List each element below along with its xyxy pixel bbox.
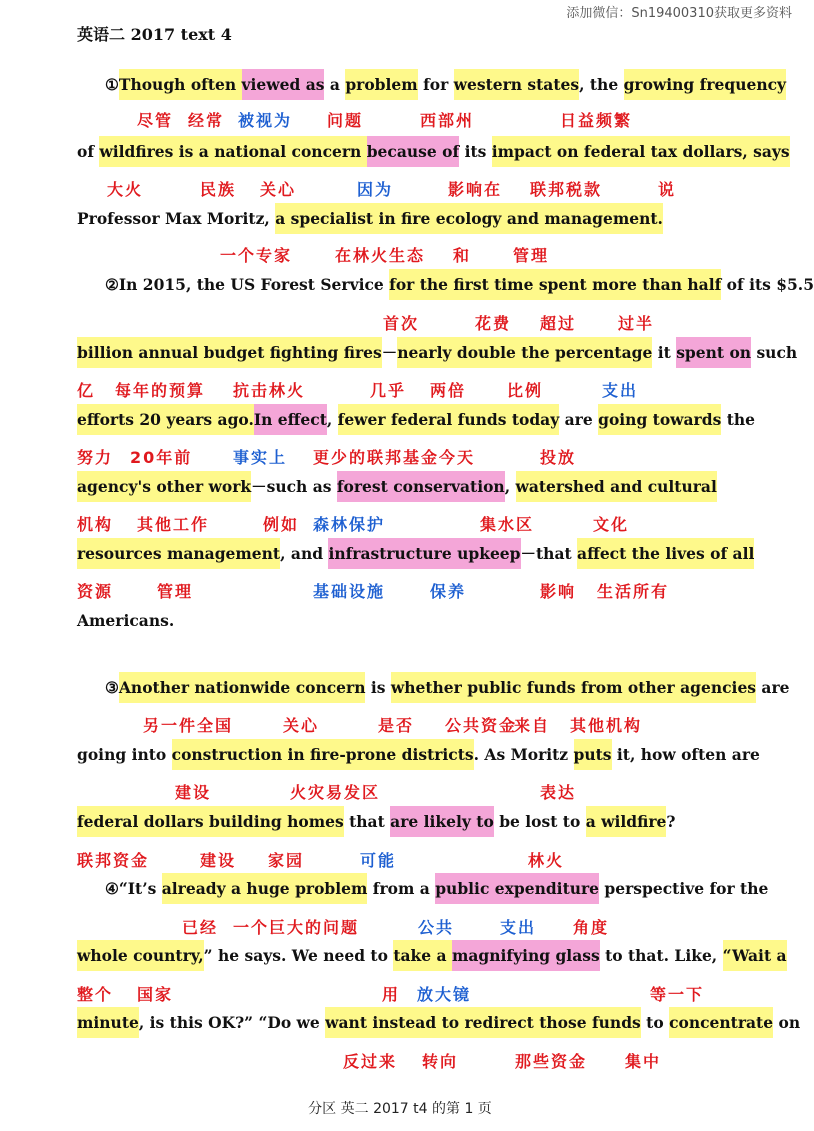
annotation-note: 日益频繁	[560, 111, 633, 130]
annotation-note: 整个	[77, 985, 114, 1004]
text-segment: its	[459, 142, 492, 161]
annotation-note: 因为	[357, 180, 394, 199]
highlighted-phrase: Another nationwide concern	[119, 672, 366, 703]
highlighted-phrase: concentrate	[669, 1007, 773, 1038]
annotation-note: 更少的联邦基金今天	[313, 448, 476, 467]
annotation-note: 亿	[77, 381, 96, 400]
document-title: 英语二 2017 text 4	[77, 25, 232, 44]
text-segment: going into	[77, 745, 172, 764]
text-segment: ③	[105, 678, 119, 697]
text-segment: that	[343, 812, 391, 831]
annotation-note: 等一下	[650, 985, 705, 1004]
highlighted-phrase: western states	[454, 69, 579, 100]
highlighted-phrase: resources management	[77, 538, 280, 569]
annotation-note: 资源	[77, 582, 114, 601]
text-segment: ②In 2015, the US Forest Service	[105, 275, 390, 294]
text-segment: Professor Max Moritz,	[77, 209, 276, 228]
text-segment: for	[417, 75, 454, 94]
text-segment: ④“It’s	[105, 879, 162, 898]
annotation-note: 关心	[283, 716, 320, 735]
highlighted-phrase: impact on federal tax dollars, says	[492, 136, 790, 167]
annotation-note: 其他工作	[137, 515, 210, 534]
annotation-note: 其他机构	[570, 716, 643, 735]
annotation-note: 大火	[107, 180, 144, 199]
annotation-note: 管理	[157, 582, 194, 601]
highlighted-phrase: take a	[393, 940, 452, 971]
highlighted-phrase: whether public funds from other agencies	[391, 672, 756, 703]
annotation-note: 问题	[327, 111, 364, 130]
text-segment: ①	[105, 75, 119, 94]
annotation-note: 建设	[175, 783, 212, 802]
text-segment: are	[756, 678, 790, 697]
highlighted-phrase: billion annual budget fighting fires	[77, 337, 382, 368]
annotation-note: 被视为	[238, 111, 293, 130]
highlighted-phrase: federal dollars building homes	[77, 806, 344, 837]
highlighted-phrase: “Wait a	[723, 940, 787, 971]
annotation-note: 基础设施	[313, 582, 386, 601]
text-segment: ,	[326, 410, 338, 429]
text-segment: , and	[280, 544, 329, 563]
text-segment: on	[773, 1013, 801, 1032]
highlighted-phrase: public expenditure	[435, 873, 599, 904]
text-segment: ” he says. We need to	[203, 946, 394, 965]
annotation-note: 每年的预算	[115, 381, 206, 400]
annotation-note: 联邦资金	[77, 851, 150, 870]
annotation-note: 另一件全国	[143, 716, 234, 735]
annotation-note: 表达	[540, 783, 577, 802]
text-segment: such	[751, 343, 798, 362]
annotation-note: 比例	[507, 381, 544, 400]
highlighted-phrase: watershed and cultural	[516, 471, 717, 502]
annotation-note: 保养	[430, 582, 467, 601]
highlighted-phrase: are likely to	[390, 806, 494, 837]
annotation-note: 管理	[513, 246, 550, 265]
highlighted-phrase: minute	[77, 1007, 139, 1038]
highlighted-phrase: forest conservation	[337, 471, 505, 502]
annotation-note: 事实上	[233, 448, 288, 467]
text-segment: －that	[520, 544, 578, 563]
annotation-note: 公共资金	[445, 716, 518, 735]
annotation-note: 林火	[528, 851, 565, 870]
annotation-note: 花费	[475, 314, 512, 333]
text-segment: , the	[579, 75, 624, 94]
page-footer: 分区 英二 2017 t4 的第 1 页	[308, 1101, 492, 1117]
text-segment: the	[721, 410, 755, 429]
annotation-note: 例如	[263, 515, 300, 534]
highlighted-phrase: problem	[345, 69, 417, 100]
highlighted-phrase: a specialist in fire ecology and management.	[275, 203, 663, 234]
annotation-note: 公共	[418, 918, 455, 937]
annotation-note: 放大镜	[417, 985, 472, 1004]
annotation-note: 用	[382, 985, 401, 1004]
text-segment: －such as	[251, 477, 337, 496]
annotation-note: 两倍	[430, 381, 467, 400]
annotation-note: 几乎	[370, 381, 407, 400]
annotation-note: 尽管	[137, 111, 174, 130]
text-segment: ?	[666, 812, 676, 831]
annotation-note: 联邦税款	[530, 180, 603, 199]
text-segment: . As Moritz	[473, 745, 574, 764]
text-segment: from a	[367, 879, 436, 898]
annotation-note: 首次	[383, 314, 420, 333]
highlighted-phrase: efforts 20 years ago.	[77, 404, 254, 435]
annotation-note: 可能	[360, 851, 397, 870]
annotation-note: 努力	[77, 448, 114, 467]
text-segment: it, how often are	[611, 745, 760, 764]
highlighted-phrase: going towards	[598, 404, 721, 435]
annotation-note: 抗击林火	[233, 381, 306, 400]
annotation-note: 国家	[137, 985, 174, 1004]
annotation-note: 和	[453, 246, 472, 265]
text-segment: ,	[504, 477, 516, 496]
annotation-note: 转向	[422, 1052, 459, 1071]
highlighted-phrase: Though often	[119, 69, 242, 100]
text-segment: to that. Like,	[599, 946, 723, 965]
highlighted-phrase: infrastructure upkeep	[328, 538, 520, 569]
annotation-note: 反过来	[343, 1052, 398, 1071]
highlighted-phrase: already a huge problem	[162, 873, 368, 904]
annotation-note: 在林火生态	[335, 246, 426, 265]
annotation-note: 来自	[514, 716, 551, 735]
annotation-note: 集中	[625, 1052, 662, 1071]
text-segment: be lost to	[493, 812, 586, 831]
highlighted-phrase: want instead to redirect those funds	[325, 1007, 641, 1038]
highlighted-phrase: wildfires is a national concern	[99, 136, 366, 167]
annotation-note: 超过	[540, 314, 577, 333]
annotation-note: 角度	[573, 918, 610, 937]
text-segment: are	[559, 410, 599, 429]
highlighted-phrase: magnifying glass	[452, 940, 600, 971]
text-segment: it	[652, 343, 677, 362]
text-segment: is	[365, 678, 391, 697]
highlighted-phrase: a wildfire	[586, 806, 667, 837]
highlighted-phrase: agency's other work	[77, 471, 251, 502]
annotation-note: 支出	[602, 381, 639, 400]
highlighted-phrase: growing frequency	[624, 69, 786, 100]
highlighted-phrase: puts	[574, 739, 612, 770]
annotation-note: 那些资金	[515, 1052, 588, 1071]
highlighted-phrase: spent on	[676, 337, 751, 368]
highlighted-phrase: for the first time spent more than half	[389, 269, 721, 300]
highlighted-phrase: because of	[367, 136, 459, 167]
text-segment: a	[324, 75, 346, 94]
annotation-note: 西部州	[420, 111, 475, 130]
annotation-note: 一个专家	[220, 246, 293, 265]
annotation-note: 森林保护	[313, 515, 386, 534]
highlighted-phrase: fewer federal funds today	[338, 404, 560, 435]
annotation-note: 过半	[618, 314, 655, 333]
highlighted-phrase: In effect	[254, 404, 327, 435]
annotation-note: 一个巨大的问题	[233, 918, 360, 937]
annotation-note: 生活所有	[597, 582, 670, 601]
annotation-note: 民族	[200, 180, 237, 199]
text-segment: perspective for the	[599, 879, 769, 898]
annotation-note: 家园	[268, 851, 305, 870]
highlighted-phrase: affect the lives of all	[577, 538, 754, 569]
highlighted-phrase: construction in fire-prone districts	[172, 739, 474, 770]
highlighted-phrase: whole country,	[77, 940, 204, 971]
annotation-note: 支出	[500, 918, 537, 937]
annotation-note: 20年前	[130, 448, 193, 467]
annotation-note: 投放	[540, 448, 577, 467]
annotation-note: 影响在	[448, 180, 503, 199]
text-segment: , is this OK?” “Do we	[138, 1013, 326, 1032]
annotation-note: 火灾易发区	[290, 783, 381, 802]
annotation-note: 集水区	[480, 515, 535, 534]
text-segment: of	[77, 142, 100, 161]
annotation-note: 机构	[77, 515, 114, 534]
text-segment: of its $5.5	[721, 275, 814, 294]
annotation-note: 经常	[188, 111, 225, 130]
annotation-note: 已经	[182, 918, 219, 937]
annotation-note: 说	[658, 180, 677, 199]
wechat-watermark: 添加微信：Sn19400310获取更多资料	[566, 6, 792, 21]
text-segment: Americans.	[77, 611, 175, 630]
text-segment: －	[381, 343, 398, 362]
annotation-note: 关心	[260, 180, 297, 199]
highlighted-phrase: viewed as	[242, 69, 325, 100]
text-segment: to	[640, 1013, 670, 1032]
annotation-note: 建设	[200, 851, 237, 870]
annotation-note: 是否	[378, 716, 415, 735]
annotation-note: 影响	[540, 582, 577, 601]
annotation-note: 文化	[593, 515, 630, 534]
highlighted-phrase: nearly double the percentage	[397, 337, 652, 368]
